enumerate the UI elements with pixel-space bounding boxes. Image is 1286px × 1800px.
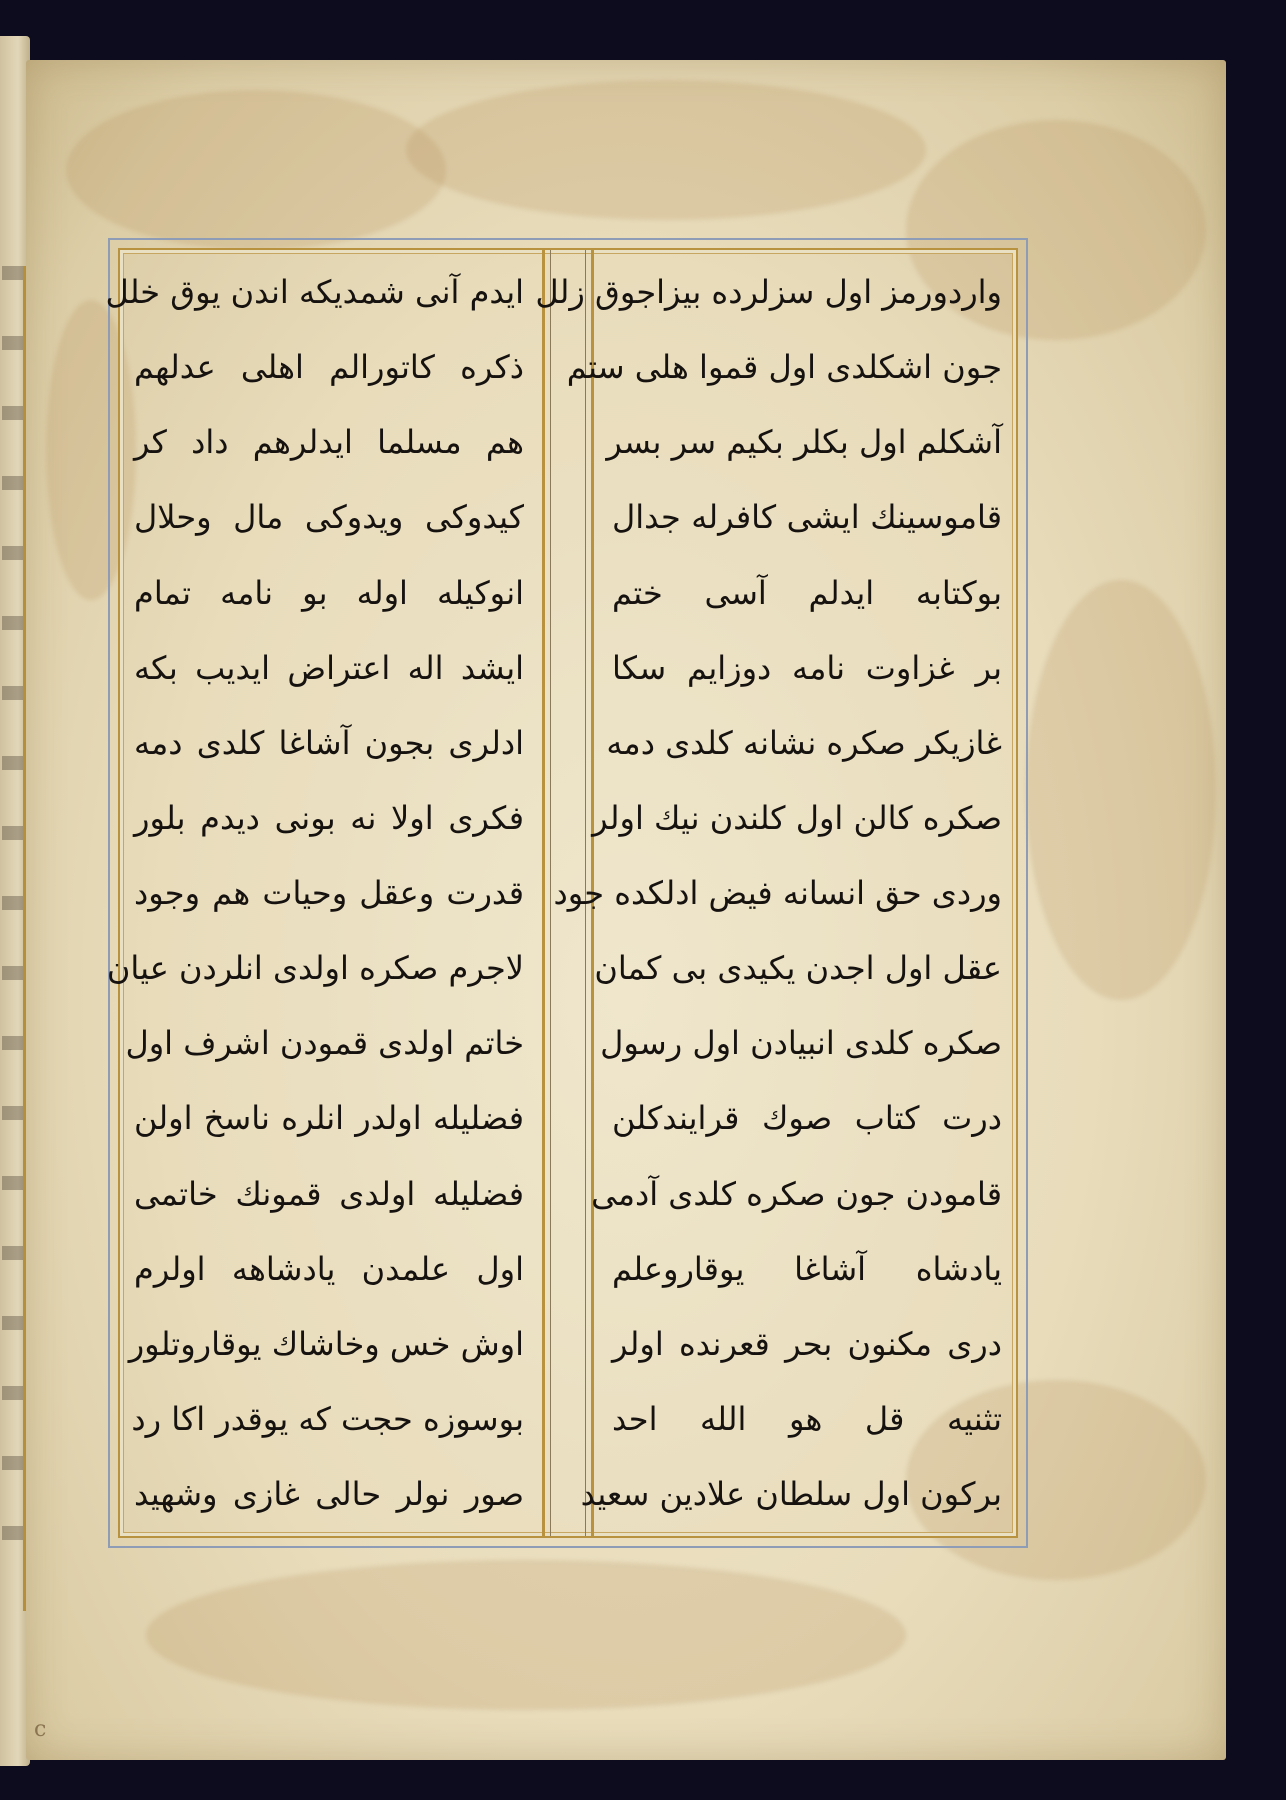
verse-line: اوش خس وخاشاك یوقاروتلور	[128, 1324, 524, 1363]
folio-mark: c	[34, 1717, 47, 1742]
verse-line: یادشاه آشاغا یوقاروعلم	[612, 1249, 1002, 1288]
verse-line: وردی حق انسانه فیض ادلکده جود	[553, 874, 1002, 912]
verse-line: ادلری بجون آشاغا کلدی دمه	[134, 723, 524, 762]
water-stain	[1026, 580, 1216, 1000]
verse-line: تثنیه قل هو الله احد	[612, 1399, 1002, 1438]
verse-line: واردورمز اول سزلرده بیزاجوق زلل	[535, 273, 1002, 311]
verse-line: عقل اول اجدن یکیدی بی کمان	[594, 949, 1002, 988]
verse-line: بوسوزه حجت که یوقدر اکا رد	[131, 1399, 524, 1438]
verse-line: ذکره کاتورالم اهلی عدلهم	[134, 348, 524, 387]
water-stain	[146, 1560, 906, 1710]
verse-line: دری مکنون بحر قعرنده اولر	[612, 1324, 1002, 1363]
verse-line: بوکتابه ایدلم آسی ختم	[612, 573, 1002, 612]
adjacent-page-text	[2, 266, 24, 1596]
verse-line: برکون اول سلطان علادین سعید	[580, 1475, 1002, 1513]
left-column	[105, 264, 524, 1522]
right-column	[535, 264, 1002, 1522]
verse-line: قاموسینك ایشی کافرله جدال	[612, 498, 1002, 537]
verse-line: ایشد اله اعتراض ایدیب بکه	[134, 648, 524, 687]
verse-line: جون اشکلدی اول قموا هلی ستم	[566, 348, 1002, 387]
verse-line: قامودن جون صکره کلدی آدمی	[591, 1174, 1002, 1213]
verse-line: ایدم آنی شمدیکه اندن یوق خلل	[105, 273, 524, 311]
text-block-frame	[105, 238, 1028, 1548]
verse-line: فضلیله اولدی قمونك خاتمی	[134, 1174, 524, 1213]
verse-line: بر غزاوت نامه دوزایم سکا	[612, 648, 1002, 687]
verse-line: لاجرم صکره اولدی انلردن عیان	[106, 949, 524, 988]
verse-line: هم مسلما ایدلرهم داد کر	[134, 423, 524, 462]
verse-line: خاتم اولدی قمودن اشرف اول	[125, 1024, 524, 1063]
verse-line: انوکیله اوله بو نامه تمام	[134, 573, 524, 612]
water-stain	[406, 80, 926, 220]
text-block-inner-rule	[105, 248, 1018, 1538]
verse-line: درت کتاب صوك قرایندکلن	[612, 1099, 1002, 1138]
verse-line: غازیکر صکره نشانه کلدی دمه	[606, 723, 1002, 762]
verse-line: صور نولر حالی غازی وشهید	[134, 1475, 524, 1513]
verse-line: اول علمدن یادشاهه اولرم	[134, 1249, 524, 1288]
water-stain	[66, 90, 446, 250]
verse-line: فضلیله اولدر انلره ناسخ اولن	[134, 1099, 524, 1138]
verse-line: صکره کالن اول کلندن نیك اولر	[592, 798, 1002, 837]
verse-line: فکری اولا نه بونی دیدم بلور	[134, 798, 524, 837]
verse-line: صکره کلدی انبیادن اول رسول	[600, 1024, 1002, 1063]
verse-line: کیدوکی ویدوکی مال وحلال	[134, 498, 524, 537]
verse-line: آشکلم اول بکلر بکیم سر بسر	[606, 423, 1002, 462]
verse-line: قدرت وعقل وحیات هم وجود	[134, 874, 524, 912]
manuscript-folio	[26, 60, 1226, 1760]
